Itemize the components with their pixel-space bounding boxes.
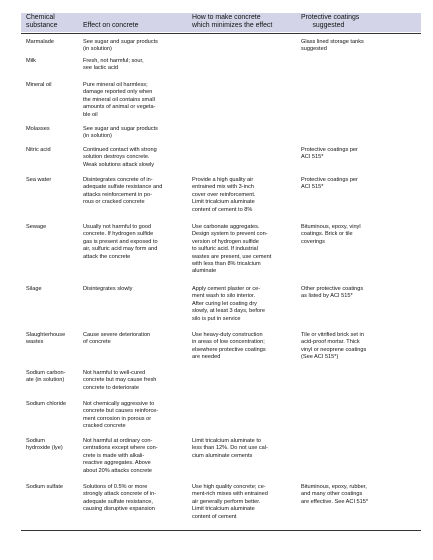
row-minimize: Apply cement plaster or ce- ment wash to silo interior. After curing let coating dry slowly, at least 3 days, before silo is put in service [192, 286, 265, 322]
row-substance: Sodium chloride [26, 401, 67, 407]
row-substance: Sodium carbon- ate (in solution) [26, 370, 66, 384]
row-effect: Continued contact with strong solution destroys concrete. Weak solutions attack slowly [83, 147, 157, 168]
row-coatings: Bituminous, epoxy, rubber, and many other coatings are effective. See ACI 515* [301, 484, 369, 505]
row-effect: Solutions of 0.5% or more strongly attack concrete of in- adequate sulfate resistance, causing disruptive expansion [83, 484, 157, 513]
row-substance: Sodium sulfate [26, 484, 64, 490]
bottom-rule [21, 530, 421, 531]
row-effect: Disintegrates concrete of in- adequate sulfate resistance and attacks reinforcement in po- rous or cracked concrete [83, 177, 163, 206]
row-coatings: Protective coatings per ACI 515* [301, 177, 358, 191]
row-effect: See sugar and sugar products (in solution) [83, 126, 158, 140]
row-minimize: Limit tricalcium aluminate to less than 12%. Do not use cal- cium aluminate cements [192, 438, 268, 459]
header-chemical-substance: Chemical substance [26, 14, 58, 29]
row-substance: Sodium hydroxide (lye) [26, 438, 63, 452]
row-substance: Milk [26, 58, 36, 64]
row-coatings: Bituminous, epoxy, vinyl coatings. Brick or tile coverings [301, 224, 361, 245]
row-minimize: Use carbonate aggregates. Design system to prevent con- version of hydrogen sulfide to sulfuric acid. If industrial wastes are present, use cement with less than 8% tricalcium aluminate [192, 224, 272, 275]
row-minimize: Use high quality concrete; ce- ment-rich mixes with entrained air generally perform better. Limit tricalcium aluminate content of cement [192, 484, 268, 520]
header-rule [21, 33, 421, 34]
row-effect: See sugar and sugar products (in solution) [83, 39, 158, 53]
row-minimize: Provide a high quality air entrained mix with 3-inch cover over reinforcement. Limit tricalcium aluminate content of cement to 8% [192, 177, 256, 213]
row-substance: Slaughterhouse wastes [26, 332, 66, 346]
row-effect: Cause severe deterioration of concrete [83, 332, 151, 346]
header-how-to-minimize: How to make concrete which minimizes the effect [192, 14, 273, 29]
row-substance: Sea water [26, 177, 52, 183]
row-substance: Sewage [26, 224, 47, 230]
row-effect: Not harmful at ordinary con- centrations except where con- crete is made with alkali- reactive aggregates. Above about 20% attacks concrete [83, 438, 158, 474]
row-coatings: Glass lined storage tanks suggested [301, 39, 364, 53]
row-effect: Not chemically aggressive to concrete but causes reinforce- ment corrosion in porous or cracked concrete [83, 401, 159, 430]
row-coatings: Other protective coatings as listed by ACI 515* [301, 286, 364, 300]
row-coatings: Tile or vitrified brick set in acid-proof mortar. Thick vinyl or neoprene coatings (See ACI 515*) [301, 332, 367, 361]
row-effect: Usually not harmful to good concrete. If hydrogen sulfide gas is present and exposed to air, sulfuric acid may form and attack the concrete [83, 224, 158, 260]
row-coatings: Protective coatings per ACI 515* [301, 147, 358, 161]
row-substance: Nitric acid [26, 147, 51, 153]
row-minimize: Use heavy-duty construction in areas of low concentration; elsewhere protective coatings are needed [192, 332, 266, 361]
row-substance: Marmalade [26, 39, 54, 45]
row-effect: Not harmful to well-cured concrete but may cause fresh concrete to deteriorate [83, 370, 157, 391]
header-protective-coatings: Protective coatings suggested [301, 14, 360, 29]
header-effect-on-concrete: Effect on concrete [83, 22, 139, 29]
row-effect: Fresh, not harmful; sour, see lactic acid [83, 58, 144, 72]
row-substance: Silage [26, 286, 42, 292]
row-substance: Molasses [26, 126, 50, 132]
row-effect: Pure mineral oil harmless; damage reported only when the mineral oil contains small amounts of animal or vegeta- ble oil [83, 82, 156, 118]
row-effect: Disintegrates slowly [83, 286, 133, 292]
row-substance: Mineral oil [26, 82, 52, 88]
